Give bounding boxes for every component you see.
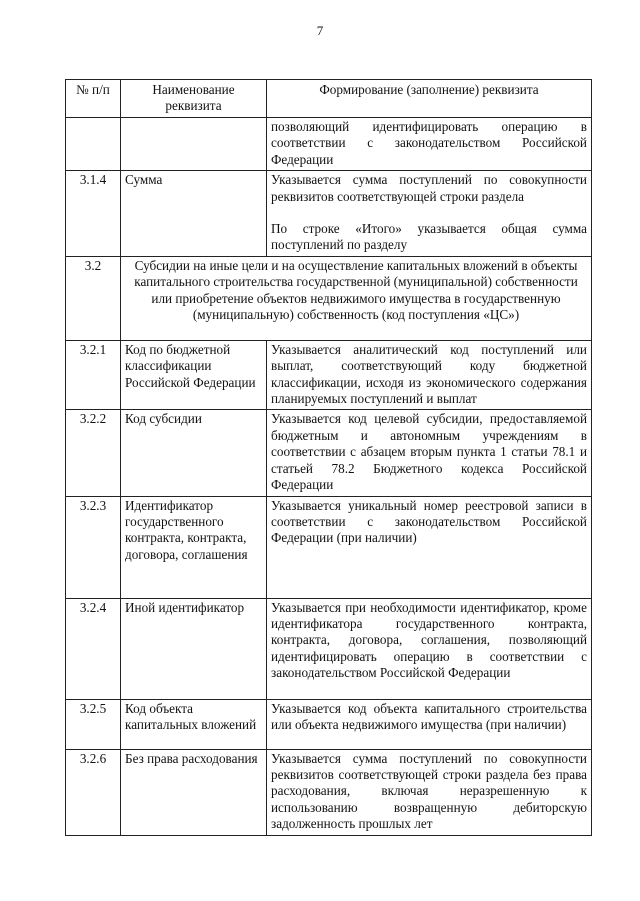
table-row xyxy=(66,749,592,835)
header-requisite-name: Наименование реквизита xyxy=(121,80,267,118)
row-number: 3.2.6 xyxy=(66,749,121,835)
header-requisite-fill: Формирование (заполнение) реквизита xyxy=(267,80,592,118)
row-description: Указывается при необходимости идентификатор, кроме идентификатора государственного контракта, контракта, договора, соглашения, позволяющий идентифицировать операцию в соответствии с законодательством Российской Федерации xyxy=(267,598,592,699)
row-name: Идентификатор государственного контракта, контракта, договора, соглашения xyxy=(121,496,267,598)
table-row xyxy=(66,410,592,496)
row-name: Код по бюджетной классификации Российской Федерации xyxy=(121,340,267,410)
row-number: 3.2.4 xyxy=(66,598,121,699)
table-section-row xyxy=(66,256,592,340)
row-number: 3.2.1 xyxy=(66,340,121,410)
row-number: 3.2 xyxy=(66,256,121,340)
header-number: № п/п xyxy=(66,80,121,118)
section-title: Субсидии на иные цели и на осуществление капитальных вложений в объекты капитального строительства государственной (муниципальной) собственности или приобретение объектов недвижимого имущества в государственную (муниципальную) собственность (код поступления «ЦС») xyxy=(121,256,592,340)
row-description: Указывается аналитический код поступлений или выплат, соответствующий коду бюджетной классификации, исходя из экономического содержания планируемых поступлений и выплат xyxy=(267,340,592,410)
row-description: позволяющий идентифицировать операцию в соответствии с законодательством Российской Федерации xyxy=(267,118,592,171)
row-name: Код субсидии xyxy=(121,410,267,496)
row-description xyxy=(267,171,592,257)
row-number: 3.2.2 xyxy=(66,410,121,496)
row-description: Указывается код целевой субсидии, предоставляемой бюджетным и автономным учреждениям в соответствии с абзацем вторым пункта 1 статьи 78.1 и статьей 78.2 Бюджетного кодекса Российской Федерации xyxy=(267,410,592,496)
row-description-paragraph: По строке «Итого» указывается общая сумма поступлений по разделу xyxy=(271,221,587,253)
row-description: Указывается уникальный номер реестровой записи в соответствии с законодательством Российской Федерации (при наличии) xyxy=(267,496,592,598)
row-number: 3.1.4 xyxy=(66,171,121,257)
table-row xyxy=(66,340,592,410)
row-number xyxy=(66,118,121,171)
row-name: Без права расходования xyxy=(121,749,267,835)
table-row xyxy=(66,496,592,598)
row-name xyxy=(121,118,267,171)
table-header-row xyxy=(66,80,592,118)
row-name: Код объекта капитальных вложений xyxy=(121,699,267,749)
row-description: Указывается код объекта капитального строительства или объекта недвижимого имущества (при наличии) xyxy=(267,699,592,749)
row-number: 3.2.3 xyxy=(66,496,121,598)
requisites-table xyxy=(65,79,592,836)
table-row xyxy=(66,598,592,699)
row-number: 3.2.5 xyxy=(66,699,121,749)
page-number: 7 xyxy=(316,23,324,38)
table-row xyxy=(66,171,592,257)
row-description: Указывается сумма поступлений по совокупности реквизитов соответствующей строки раздела без права расходования, включая неразрешенную к использованию возвращенную дебиторскую задолженность прошлых лет xyxy=(267,749,592,835)
table-row xyxy=(66,118,592,171)
row-name: Иной идентификатор xyxy=(121,598,267,699)
row-description-paragraph: Указывается сумма поступлений по совокупности реквизитов соответствующей строки раздела xyxy=(271,172,587,204)
table-row xyxy=(66,699,592,749)
row-name: Сумма xyxy=(121,171,267,257)
